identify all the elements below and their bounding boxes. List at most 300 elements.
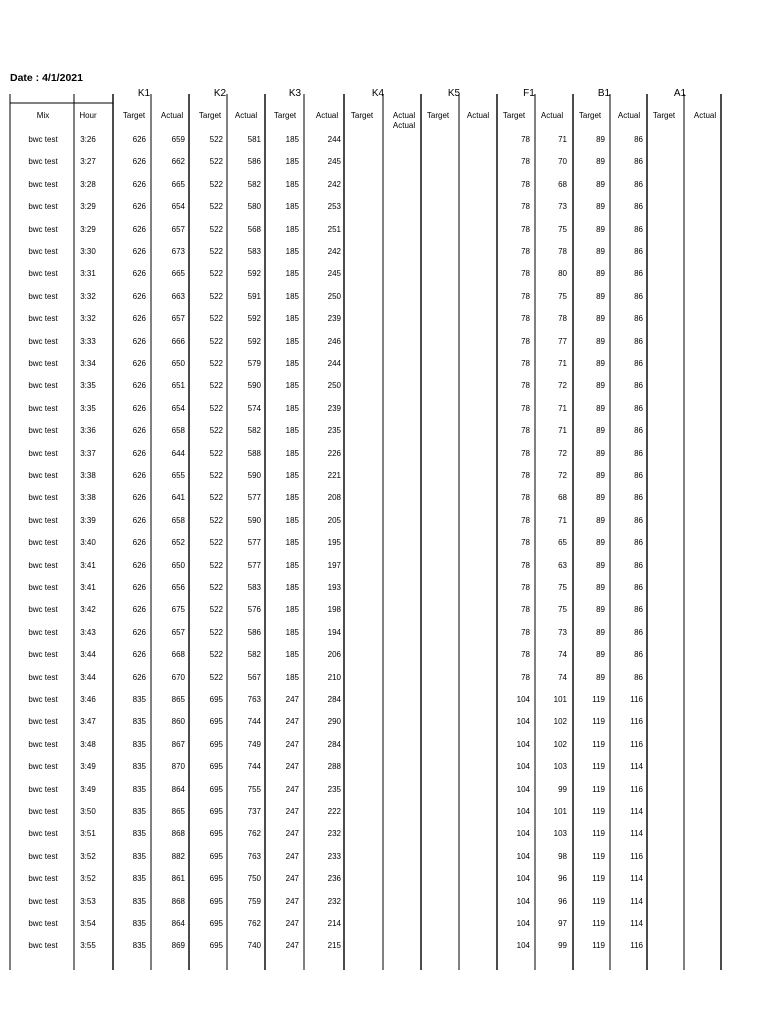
group-header: F1 — [523, 88, 535, 99]
table-cell: 835 — [132, 762, 146, 772]
table-cell: 869 — [171, 941, 185, 951]
table-cell: 626 — [132, 179, 146, 189]
table-cell: 650 — [171, 560, 185, 570]
table-cell-hour: 3:43 — [80, 627, 96, 637]
table-cell: 244 — [327, 359, 341, 368]
table-cell: 522 — [209, 179, 223, 189]
table-cell-mix: bwc test — [28, 874, 58, 884]
table-cell: 695 — [209, 896, 223, 906]
table-cell: 89 — [596, 381, 605, 391]
table-cell: 759 — [247, 896, 261, 906]
table-cell: 119 — [592, 941, 605, 951]
table-cell: 195 — [327, 538, 341, 548]
table-cell: 73 — [558, 627, 567, 637]
table-cell: 652 — [171, 538, 185, 548]
table-cell: 250 — [327, 381, 341, 391]
table-cell: 835 — [132, 784, 146, 794]
column-header-extra: Actual — [392, 121, 416, 130]
table-cell: 744 — [247, 717, 261, 727]
table-cell: 626 — [132, 269, 146, 279]
table-cell: 86 — [634, 314, 643, 324]
table-cell: 86 — [634, 538, 643, 548]
table-cell: 574 — [247, 403, 261, 413]
table-cell-hour: 3:41 — [80, 560, 96, 570]
table-cell-hour: 3:35 — [80, 381, 96, 391]
group-header: B1 — [597, 88, 611, 99]
table-cell: 657 — [171, 627, 185, 637]
table-cell: 626 — [132, 202, 146, 212]
table-cell: 78 — [558, 314, 567, 324]
group-header: K3 — [288, 88, 302, 99]
table-cell: 579 — [247, 359, 261, 368]
table-cell: 86 — [634, 135, 643, 144]
table-cell: 586 — [247, 157, 261, 167]
table-cell: 71 — [558, 359, 567, 368]
table-cell: 71 — [558, 403, 567, 413]
group-header: K2 — [213, 88, 227, 99]
table-cell-hour: 3:40 — [80, 538, 96, 548]
table-cell: 626 — [132, 538, 146, 548]
table-cell: 86 — [634, 448, 643, 458]
table-cell-mix: bwc test — [28, 515, 58, 525]
table-cell: 185 — [285, 515, 299, 525]
table-cell: 626 — [132, 448, 146, 458]
table-cell: 232 — [327, 896, 341, 906]
table-cell: 86 — [634, 471, 643, 480]
column-header-mix: Mix — [36, 111, 50, 120]
table-cell: 185 — [285, 493, 299, 503]
column-header: Target — [426, 111, 450, 120]
table-cell: 75 — [558, 224, 567, 234]
table-cell: 658 — [171, 426, 185, 436]
table-cell: 101 — [553, 695, 567, 704]
column-header: Target — [273, 111, 297, 120]
table-cell: 205 — [327, 515, 341, 525]
column-header: Target — [350, 111, 374, 120]
table-cell: 89 — [596, 135, 605, 144]
table-cell: 103 — [553, 762, 567, 772]
table-cell: 185 — [285, 269, 299, 279]
table-cell: 522 — [209, 448, 223, 458]
table-cell-hour: 3:33 — [80, 336, 96, 346]
table-cell: 284 — [327, 739, 341, 749]
table-cell: 78 — [521, 627, 530, 637]
table-cell: 185 — [285, 471, 299, 480]
table-cell: 580 — [247, 202, 261, 212]
table-cell: 194 — [327, 627, 341, 637]
table-cell: 104 — [516, 851, 530, 861]
table-cell: 522 — [209, 224, 223, 234]
table-cell: 662 — [171, 157, 185, 167]
table-cell: 663 — [171, 291, 185, 301]
table-cell: 104 — [516, 941, 530, 951]
table-cell: 116 — [630, 851, 643, 861]
table-cell: 522 — [209, 493, 223, 503]
table-cell-hour: 3:36 — [80, 426, 96, 436]
table-cell: 185 — [285, 157, 299, 167]
table-cell: 86 — [634, 583, 643, 592]
column-header: Actual — [160, 111, 184, 120]
table-cell: 592 — [247, 314, 261, 324]
table-cell: 78 — [521, 359, 530, 368]
table-cell: 86 — [634, 157, 643, 167]
column-header: Actual — [693, 111, 717, 120]
table-cell: 626 — [132, 583, 146, 592]
table-cell: 114 — [630, 762, 643, 772]
table-cell: 77 — [558, 336, 567, 346]
table-cell: 116 — [630, 717, 643, 727]
table-cell-mix: bwc test — [28, 202, 58, 212]
table-cell: 119 — [592, 896, 605, 906]
table-cell: 232 — [327, 829, 341, 839]
table-cell: 114 — [630, 874, 643, 884]
column-header-hour: Hour — [79, 111, 97, 120]
column-header: Actual — [540, 111, 564, 120]
table-cell: 104 — [516, 739, 530, 749]
table-cell: 244 — [327, 135, 341, 144]
table-cell: 655 — [171, 471, 185, 480]
table-cell: 657 — [171, 314, 185, 324]
table-cell: 104 — [516, 807, 530, 816]
table-cell: 89 — [596, 336, 605, 346]
table-cell-hour: 3:35 — [80, 403, 96, 413]
table-cell: 89 — [596, 426, 605, 436]
table-cell: 695 — [209, 739, 223, 749]
table-cell: 198 — [327, 605, 341, 615]
table-cell: 644 — [171, 448, 185, 458]
table-cell: 253 — [327, 202, 341, 212]
table-cell: 860 — [171, 717, 185, 727]
table-cell: 86 — [634, 269, 643, 279]
table-cell: 86 — [634, 493, 643, 503]
table-cell: 185 — [285, 224, 299, 234]
table-cell: 89 — [596, 560, 605, 570]
table-cell: 522 — [209, 135, 223, 144]
column-header: Actual — [234, 111, 258, 120]
table-cell: 695 — [209, 919, 223, 928]
table-cell: 185 — [285, 336, 299, 346]
column-header: Actual — [617, 111, 641, 120]
table-cell: 116 — [630, 941, 643, 951]
table-cell: 119 — [592, 784, 605, 794]
table-cell: 870 — [171, 762, 185, 772]
table-cell: 185 — [285, 359, 299, 368]
table-cell: 185 — [285, 650, 299, 660]
table-cell: 72 — [558, 381, 567, 391]
table-cell-mix: bwc test — [28, 717, 58, 727]
table-cell: 104 — [516, 829, 530, 839]
table-cell: 78 — [521, 515, 530, 525]
table-cell: 210 — [327, 672, 341, 682]
table-cell: 626 — [132, 650, 146, 660]
table-cell-mix: bwc test — [28, 605, 58, 615]
table-cell: 657 — [171, 224, 185, 234]
report-date: Date : 4/1/2021 — [10, 72, 83, 84]
column-header: Target — [578, 111, 602, 120]
table-cell: 68 — [558, 493, 567, 503]
table-cell: 119 — [592, 739, 605, 749]
table-cell: 104 — [516, 695, 530, 704]
table-cell: 654 — [171, 403, 185, 413]
table-cell: 626 — [132, 672, 146, 682]
table-cell: 626 — [132, 471, 146, 480]
table-cell-mix: bwc test — [28, 650, 58, 660]
table-cell-hour: 3:49 — [80, 784, 96, 794]
table-cell: 89 — [596, 314, 605, 324]
table-cell: 185 — [285, 135, 299, 144]
table-cell: 522 — [209, 291, 223, 301]
table-cell: 75 — [558, 605, 567, 615]
table-cell: 522 — [209, 538, 223, 548]
table-cell: 582 — [247, 650, 261, 660]
table-cell: 89 — [596, 179, 605, 189]
table-cell-hour: 3:55 — [80, 941, 96, 951]
table-cell-mix: bwc test — [28, 695, 58, 704]
table-cell: 119 — [592, 717, 605, 727]
table-cell: 626 — [132, 359, 146, 368]
table-cell: 119 — [592, 762, 605, 772]
table-cell: 626 — [132, 336, 146, 346]
table-cell: 695 — [209, 784, 223, 794]
table-cell: 235 — [327, 426, 341, 436]
table-cell: 89 — [596, 605, 605, 615]
table-cell: 78 — [521, 381, 530, 391]
column-header: Target — [502, 111, 526, 120]
table-cell: 665 — [171, 269, 185, 279]
table-cell: 102 — [553, 739, 567, 749]
table-cell: 651 — [171, 381, 185, 391]
table-cell: 119 — [592, 807, 605, 816]
table-cell: 101 — [553, 807, 567, 816]
table-cell: 78 — [521, 224, 530, 234]
table-cell: 102 — [553, 717, 567, 727]
group-header: A1 — [673, 88, 687, 99]
table-cell: 86 — [634, 560, 643, 570]
table-cell-mix: bwc test — [28, 784, 58, 794]
table-cell: 744 — [247, 762, 261, 772]
table-cell: 78 — [521, 179, 530, 189]
table-cell: 185 — [285, 627, 299, 637]
table-cell: 577 — [247, 493, 261, 503]
table-cell: 588 — [247, 448, 261, 458]
table-cell: 233 — [327, 851, 341, 861]
table-cell-mix: bwc test — [28, 739, 58, 749]
table-cell: 522 — [209, 515, 223, 525]
table-cell-mix: bwc test — [28, 538, 58, 548]
table-cell: 97 — [558, 919, 567, 928]
table-cell: 185 — [285, 560, 299, 570]
table-cell-mix: bwc test — [28, 403, 58, 413]
table-cell-mix: bwc test — [28, 851, 58, 861]
table-cell: 89 — [596, 448, 605, 458]
table-cell: 242 — [327, 179, 341, 189]
table-cell: 78 — [521, 605, 530, 615]
table-cell: 239 — [327, 314, 341, 324]
table-cell: 119 — [592, 874, 605, 884]
table-cell: 882 — [171, 851, 185, 861]
table-cell: 865 — [171, 807, 185, 816]
table-cell: 522 — [209, 560, 223, 570]
table-cell: 522 — [209, 471, 223, 480]
table-cell-mix: bwc test — [28, 269, 58, 279]
table-cell: 247 — [285, 896, 299, 906]
table-cell: 78 — [521, 471, 530, 480]
table-cell: 78 — [521, 403, 530, 413]
table-cell: 89 — [596, 493, 605, 503]
table-cell-hour: 3:39 — [80, 515, 96, 525]
table-cell: 78 — [521, 291, 530, 301]
table-cell: 89 — [596, 291, 605, 301]
table-cell: 80 — [558, 269, 567, 279]
table-cell: 236 — [327, 874, 341, 884]
table-cell: 63 — [558, 560, 567, 570]
table-cell: 193 — [327, 583, 341, 592]
table-cell: 185 — [285, 605, 299, 615]
table-cell: 71 — [558, 135, 567, 144]
table-cell-mix: bwc test — [28, 560, 58, 570]
table-cell: 626 — [132, 135, 146, 144]
table-cell: 104 — [516, 762, 530, 772]
table-cell: 666 — [171, 336, 185, 346]
table-cell: 695 — [209, 762, 223, 772]
table-cell: 522 — [209, 314, 223, 324]
table-cell: 214 — [327, 919, 341, 928]
table-cell: 590 — [247, 471, 261, 480]
table-cell: 247 — [285, 717, 299, 727]
table-cell: 119 — [592, 695, 605, 704]
table-cell-hour: 3:44 — [80, 672, 96, 682]
table-cell-hour: 3:29 — [80, 224, 96, 234]
table-cell: 522 — [209, 426, 223, 436]
table-cell: 89 — [596, 627, 605, 637]
table-cell: 86 — [634, 224, 643, 234]
table-cell-mix: bwc test — [28, 762, 58, 772]
table-cell: 242 — [327, 247, 341, 256]
table-cell: 835 — [132, 807, 146, 816]
table-cell-hour: 3:30 — [80, 247, 96, 256]
table-cell: 658 — [171, 515, 185, 525]
table-cell: 522 — [209, 359, 223, 368]
table-cell: 577 — [247, 538, 261, 548]
table-cell: 86 — [634, 359, 643, 368]
table-cell-hour: 3:38 — [80, 493, 96, 503]
table-cell: 78 — [521, 672, 530, 682]
table-cell: 247 — [285, 829, 299, 839]
table-cell-mix: bwc test — [28, 627, 58, 637]
table-cell: 78 — [521, 247, 530, 256]
table-cell: 568 — [247, 224, 261, 234]
table-cell: 762 — [247, 919, 261, 928]
table-cell-mix: bwc test — [28, 919, 58, 928]
table-cell: 590 — [247, 515, 261, 525]
table-cell: 284 — [327, 695, 341, 704]
table-cell: 626 — [132, 291, 146, 301]
table-cell: 89 — [596, 224, 605, 234]
table-cell: 74 — [558, 650, 567, 660]
table-cell: 86 — [634, 515, 643, 525]
table-cell: 185 — [285, 426, 299, 436]
table-cell: 626 — [132, 224, 146, 234]
group-header: K4 — [371, 88, 385, 99]
table-cell: 96 — [558, 896, 567, 906]
table-cell: 650 — [171, 359, 185, 368]
table-cell: 78 — [521, 135, 530, 144]
table-cell-hour: 3:32 — [80, 291, 96, 301]
table-cell: 522 — [209, 627, 223, 637]
table-cell: 86 — [634, 291, 643, 301]
table-cell: 522 — [209, 247, 223, 256]
table-cell-hour: 3:31 — [80, 269, 96, 279]
table-cell: 865 — [171, 695, 185, 704]
table-cell: 695 — [209, 829, 223, 839]
group-header: K1 — [137, 88, 151, 99]
table-cell: 104 — [516, 784, 530, 794]
table-cell: 626 — [132, 314, 146, 324]
table-cell: 288 — [327, 762, 341, 772]
table-cell-hour: 3:46 — [80, 695, 96, 704]
column-header: Actual — [466, 111, 490, 120]
table-cell: 185 — [285, 403, 299, 413]
table-cell: 522 — [209, 672, 223, 682]
table-cell: 583 — [247, 247, 261, 256]
table-cell: 835 — [132, 851, 146, 861]
table-cell: 89 — [596, 247, 605, 256]
table-cell: 72 — [558, 448, 567, 458]
table-cell-mix: bwc test — [28, 381, 58, 391]
table-cell: 695 — [209, 807, 223, 816]
table-cell: 665 — [171, 179, 185, 189]
table-cell: 116 — [630, 739, 643, 749]
table-cell: 835 — [132, 874, 146, 884]
group-header: K5 — [447, 88, 461, 99]
table-cell: 119 — [592, 829, 605, 839]
table-cell-hour: 3:47 — [80, 717, 96, 727]
table-cell: 89 — [596, 403, 605, 413]
table-cell: 626 — [132, 381, 146, 391]
table-cell-hour: 3:42 — [80, 605, 96, 615]
table-cell: 673 — [171, 247, 185, 256]
table-cell: 119 — [592, 851, 605, 861]
table-cell: 591 — [247, 291, 261, 301]
table-cell: 247 — [285, 919, 299, 928]
table-cell: 695 — [209, 874, 223, 884]
table-cell: 737 — [247, 807, 261, 816]
table-cell: 206 — [327, 650, 341, 660]
table-cell: 641 — [171, 493, 185, 503]
table-cell: 114 — [630, 829, 643, 839]
table-cell: 89 — [596, 583, 605, 592]
table-cell: 868 — [171, 896, 185, 906]
table-cell-mix: bwc test — [28, 426, 58, 436]
table-cell: 185 — [285, 314, 299, 324]
table-cell: 78 — [521, 426, 530, 436]
column-header: Target — [198, 111, 222, 120]
table-cell: 78 — [521, 448, 530, 458]
table-cell: 762 — [247, 829, 261, 839]
table-cell: 86 — [634, 202, 643, 212]
table-cell-mix: bwc test — [28, 493, 58, 503]
table-cell-hour: 3:44 — [80, 650, 96, 660]
column-header: Actual — [392, 111, 416, 120]
table-cell-mix: bwc test — [28, 291, 58, 301]
table-cell: 586 — [247, 627, 261, 637]
table-cell-mix: bwc test — [28, 896, 58, 906]
table-cell: 68 — [558, 179, 567, 189]
table-cell-hour: 3:27 — [80, 157, 96, 167]
table-cell: 104 — [516, 874, 530, 884]
table-cell: 835 — [132, 739, 146, 749]
table-cell-hour: 3:50 — [80, 807, 96, 816]
